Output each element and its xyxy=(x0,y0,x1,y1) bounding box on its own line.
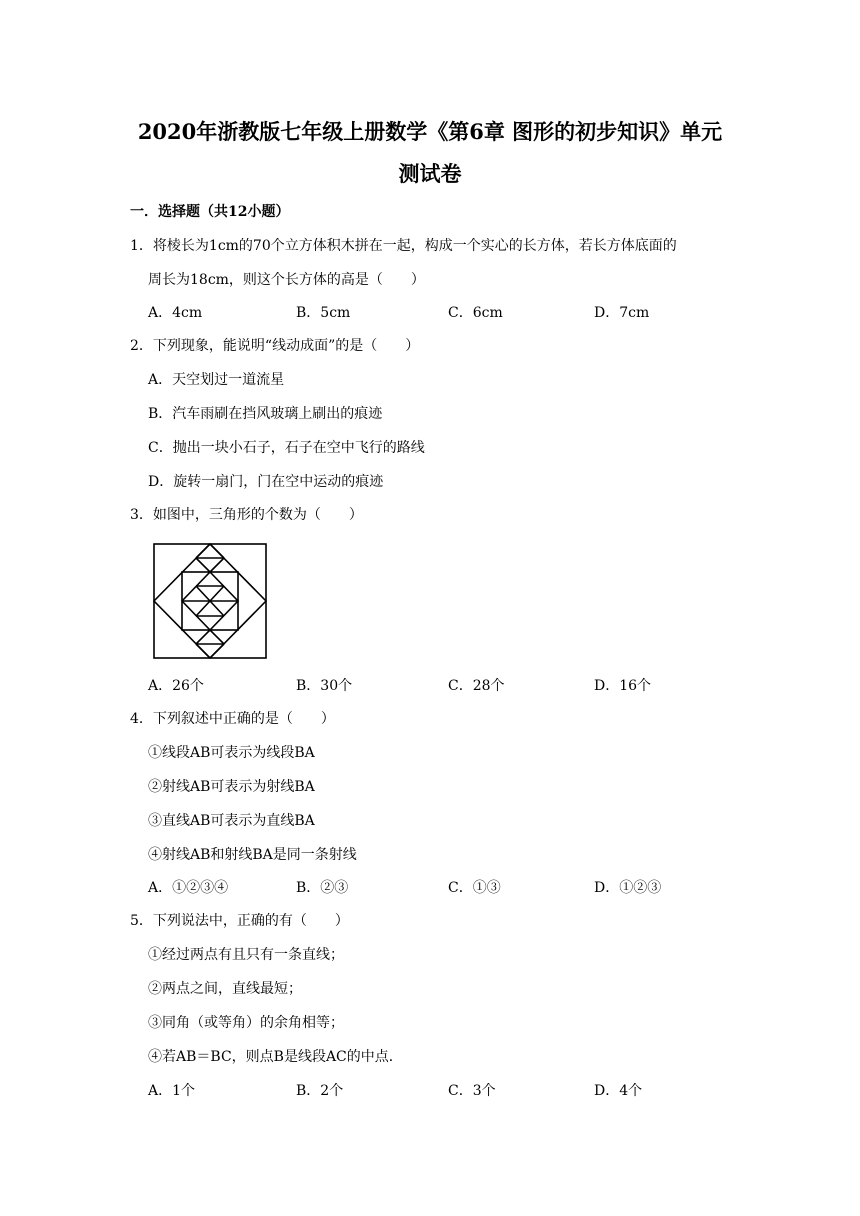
q4-option-b[interactable]: B．②③ xyxy=(296,880,349,896)
q5-option-c[interactable]: C．3个 xyxy=(448,1083,496,1099)
q1-option-d[interactable]: D．7cm xyxy=(594,305,650,321)
q4-option-d[interactable]: D．①②③ xyxy=(594,880,662,896)
q1-stem-line1: 1．将棱长为1cm的70个立方体积木拼在一起，构成一个实心的长方体，若长方体底面的 xyxy=(130,238,677,254)
q5-option-d[interactable]: D．4个 xyxy=(594,1083,643,1099)
q1-option-c[interactable]: C．6cm xyxy=(448,305,503,321)
q2-option-c[interactable]: C．抛出一块小石子，石子在空中飞行的路线 xyxy=(148,440,425,456)
q4-option-a[interactable]: A．①②③④ xyxy=(148,880,229,896)
q5-statement-1: ①经过两点有且只有一条直线； xyxy=(148,947,344,963)
q3-option-d[interactable]: D．16个 xyxy=(594,678,652,694)
section-heading: 一．选择题（共12小题） xyxy=(130,204,290,220)
q4-stem: 4．下列叙述中正确的是（ ） xyxy=(130,711,335,727)
q3-option-a[interactable]: A．26个 xyxy=(148,678,204,694)
q4-statement-2: ②射线AB可表示为射线BA xyxy=(148,779,315,795)
exam-title-line2: 测试卷 xyxy=(398,161,462,186)
q1-option-a[interactable]: A．4cm xyxy=(148,305,203,321)
q3-stem: 3．如图中，三角形的个数为（ ） xyxy=(130,507,363,523)
q2-option-d[interactable]: D．旋转一扇门，门在空中运动的痕迹 xyxy=(148,474,384,490)
q2-option-a[interactable]: A．天空划过一道流星 xyxy=(148,372,285,388)
q1-stem-line2: 周长为18cm，则这个长方体的高是（ ） xyxy=(148,272,425,288)
q4-statement-3: ③直线AB可表示为直线BA xyxy=(148,813,315,829)
triangle-figure xyxy=(152,542,268,664)
q5-statement-4: ④若AB＝BC，则点B是线段AC的中点． xyxy=(148,1049,403,1065)
q4-statement-1: ①线段AB可表示为线段BA xyxy=(148,745,315,761)
nested-squares-triangles-diagram xyxy=(152,542,268,660)
exam-title-line1: 2020年浙教版七年级上册数学《第6章 图形的初步知识》单元 xyxy=(137,119,723,144)
q1-option-b[interactable]: B．5cm xyxy=(296,305,351,321)
q2-stem: 2．下列现象，能说明“线动成面”的是（ ） xyxy=(130,338,420,354)
q5-stem: 5．下列说法中，正确的有（ ） xyxy=(130,913,349,929)
q3-option-b[interactable]: B．30个 xyxy=(296,678,353,694)
q5-statement-2: ②两点之间，直线最短； xyxy=(148,981,302,997)
q4-option-c[interactable]: C．①③ xyxy=(448,880,501,896)
q5-option-b[interactable]: B．2个 xyxy=(296,1083,344,1099)
q4-statement-4: ④射线AB和射线BA是同一条射线 xyxy=(148,847,357,863)
q5-option-a[interactable]: A．1个 xyxy=(148,1083,196,1099)
q5-statement-3: ③同角（或等角）的余角相等； xyxy=(148,1015,344,1031)
q3-option-c[interactable]: C．28个 xyxy=(448,678,505,694)
q2-option-b[interactable]: B．汽车雨刷在挡风玻璃上刷出的痕迹 xyxy=(148,406,383,422)
